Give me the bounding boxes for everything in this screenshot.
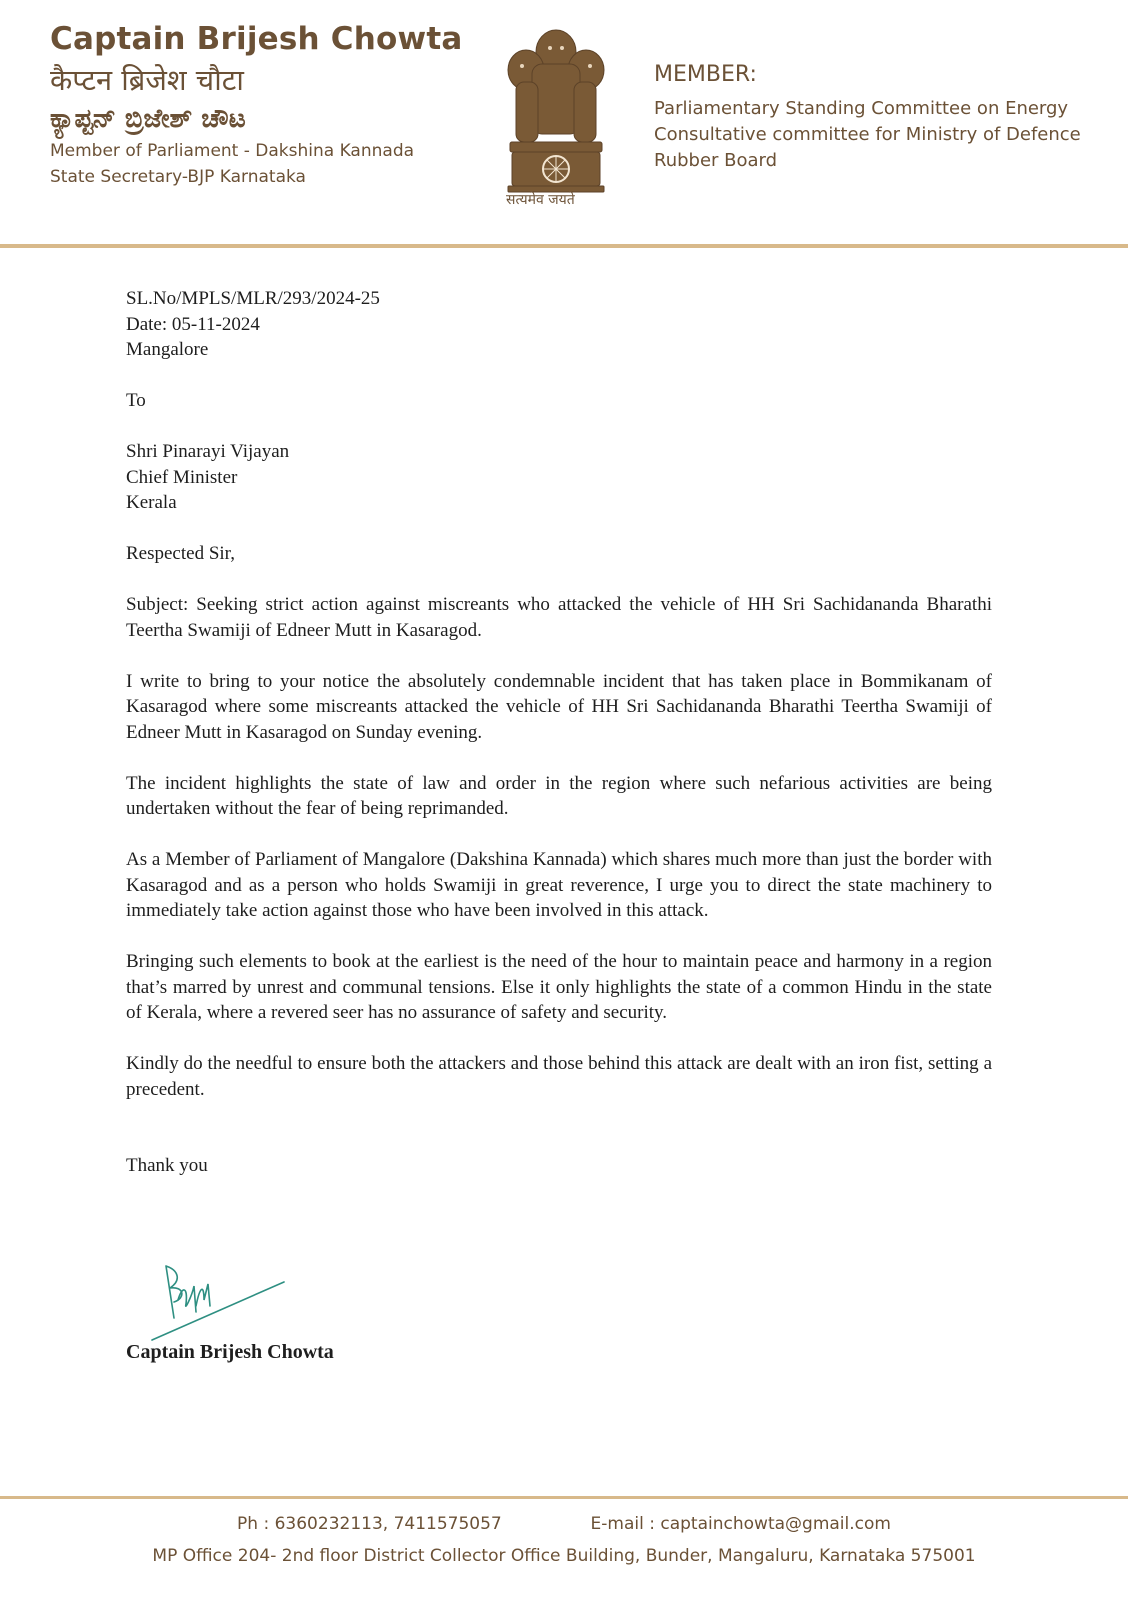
letter-date: Date: 05-11-2024 [126,313,260,335]
body-paragraph: Bringing such elements to book at the earliest is the need of the hour to maintain peace and harmony in a region that’s marred by unrest and communal tensions. Else it only highlights the state of a common Hindu in the state of Kerala, where a revered seer has no assurance of safety and security. [126,951,992,1023]
footer-address: MP Office 204- 2nd floor District Collector Office Building, Bunder, Mangaluru, Karnataka 575001 [152,1546,976,1566]
membership-item: Rubber Board [654,150,778,171]
letter-place: Mangalore [126,339,209,360]
membership-item: Consultative committee for Ministry of Defence [654,124,1081,145]
reference-number: SL.No/MPLS/MLR/293/2024-25 [126,288,380,309]
body-paragraph: As a Member of Parliament of Mangalore (Dakshina Kannada) which shares much more than just the border with Kasaragod and as a person who holds Swamiji in great reverence, I urge you to direct the state machinery to immediately take action against those who have been involved in this attack. [126,849,992,921]
sender-role-mp: Member of Parliament - Dakshina Kannada [50,141,415,161]
subject-paragraph: Subject: Seeking strict action against miscreants who attacked the vehicle of HH Sri Sachidananda Bharathi Teertha Swamiji of Edneer Mutt in Kasaragod. [126,594,992,641]
to-label: To [126,390,146,411]
national-emblem-icon [498,14,614,209]
membership-item: Parliamentary Standing Committee on Energy [654,98,1069,119]
sender-name-kannada: ಕ್ಯಾಪ್ಟನ್ ಬ್ರಿಜೇಶ್ ಚೌಟ [50,104,246,134]
footer-divider [0,1496,1128,1499]
signatory-name: Captain Brijesh Chowta [126,1341,334,1363]
recipient-name: Shri Pinarayi Vijayan [126,441,290,462]
closing: Thank you [126,1155,208,1176]
member-title: MEMBER: [654,62,757,87]
body-paragraph: The incident highlights the state of law and order in the region where such nefarious activities are being undertaken without the fear of being reprimanded. [126,772,992,819]
emblem-motto: सत्यमेव जयते [506,192,575,208]
sender-role-party: State Secretary-BJP Karnataka [50,167,306,187]
handwritten-signature-icon [148,1256,298,1344]
header-divider [0,244,1128,248]
footer-phone: Ph : 6360232113, 7411575057 [237,1514,502,1534]
recipient-title: Chief Minister [126,466,238,488]
memberships-block [654,60,1081,174]
letter-body [126,286,992,1179]
body-paragraph: I write to bring to your notice the absolutely condemnable incident that has taken place in Bommikanam of Kasaragod where some miscreants attacked the vehicle of HH Sri Sachidananda Bharathi Teertha Swamiji of Edneer Mutt in Kasaragod on Sunday evening. [126,670,992,743]
sender-name-hindi: कैप्टन ब्रिजेश चौटा [50,63,244,97]
sender-name-english: Captain Brijesh Chowta [50,21,463,57]
footer-contact [0,1514,1128,1534]
salutation: Respected Sir, [126,543,235,564]
signatory-block [126,1340,992,1366]
letterhead-identity [50,18,463,190]
body-paragraph: Kindly do the needful to ensure both the attackers and those behind this attack are dealt with an iron fist, setting a precedent. [126,1053,992,1100]
footer-email: E-mail : captainchowta@gmail.com [590,1514,891,1534]
recipient-state: Kerala [126,492,177,513]
